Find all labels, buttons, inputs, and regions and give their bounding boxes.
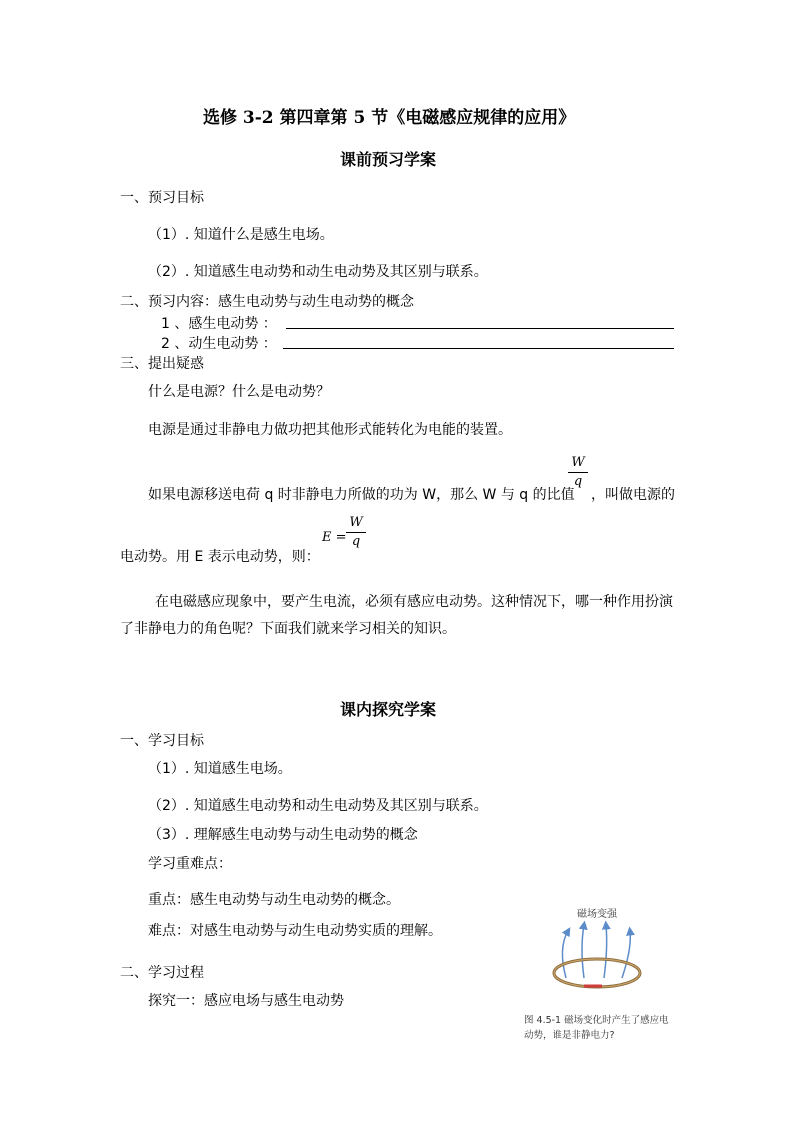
- explore-1-heading: 探究一：感应电场与感生电动势: [148, 993, 344, 1009]
- section-heading-inclass: 课内探究学案: [340, 700, 437, 719]
- process-heading: 二、学习过程: [120, 965, 204, 981]
- magnetic-field-figure: [522, 893, 672, 1048]
- fraction-bar: [568, 472, 588, 473]
- paragraph-emf-symbol: 电动势。用 E 表示电动势，则：: [120, 549, 320, 565]
- blank-label-2: 2 、动生电动势 ：: [161, 336, 277, 352]
- preview-goal-1: （1）. 知道什么是感生电场。: [148, 227, 334, 243]
- study-goal-heading: 一、学习目标: [120, 733, 204, 749]
- fill-blank-line-1[interactable]: [286, 328, 674, 329]
- paragraph-emf-definition-tail: ，叫做电源的: [591, 487, 675, 503]
- question-heading: 三、提出疑惑: [120, 356, 204, 372]
- preview-goal-heading: 一、预习目标: [120, 190, 204, 206]
- equation-numerator: W: [349, 515, 363, 530]
- key-points-heading: 学习重难点：: [148, 856, 232, 872]
- paragraph-intro-line-2: 了非静电力的角色呢？下面我们就来学习相关的知识。: [120, 621, 456, 637]
- fraction-w-over-q: [568, 455, 588, 490]
- paragraph-emf-definition: 如果电源移送电荷 q 时非静电力所做的功为 W，那么 W 与 q 的比值: [148, 487, 575, 503]
- study-goal-1: （1）. 知道感生电场。: [148, 761, 292, 777]
- figure-title: 磁场变强: [577, 909, 617, 920]
- paragraph-power-source: 电源是通过非静电力做功把其他形式能转化为电能的装置。: [148, 422, 512, 438]
- figure-diagram: [522, 893, 672, 1011]
- section-heading-preview: 课前预习学案: [340, 150, 437, 169]
- equation-denominator: q: [351, 534, 361, 549]
- question-text: 什么是电源？什么是电动势？: [148, 384, 330, 400]
- key-point: 重点：感生电动势与动生电动势的概念。: [148, 892, 400, 908]
- paragraph-intro-line-1: 在电磁感应现象中，要产生电流，必须有感应电动势。这种情况下，哪一种作用扮演: [155, 594, 673, 610]
- figure-caption: 图 4.5-1 磁场变化时产生了感应电动势，谁是非静电力?: [524, 1015, 669, 1041]
- study-goal-3: （3）. 理解感生电动势与动生电动势的概念: [148, 827, 418, 843]
- equation-bar: [346, 532, 366, 533]
- fraction-numerator: W: [571, 455, 585, 470]
- preview-content-heading: 二、预习内容：感生电动势与动生电动势的概念: [120, 294, 414, 310]
- fraction-denominator: q: [573, 474, 583, 489]
- document-title: 选修 3-2 第四章第 5 节《电磁感应规律的应用》: [203, 108, 576, 128]
- equation-lhs: E =: [322, 530, 347, 545]
- blank-label-1: 1 、感生电动势 ：: [161, 316, 277, 332]
- fill-blank-line-2[interactable]: [283, 348, 674, 349]
- study-goal-2: （2）. 知道感生电动势和动生电动势及其区别与联系。: [148, 798, 488, 814]
- hard-point: 难点：对感生电动势与动生电动势实质的理解。: [148, 923, 442, 939]
- equation-fraction: [346, 515, 366, 550]
- preview-goal-2: （2）. 知道感生电动势和动生电动势及其区别与联系。: [148, 264, 488, 280]
